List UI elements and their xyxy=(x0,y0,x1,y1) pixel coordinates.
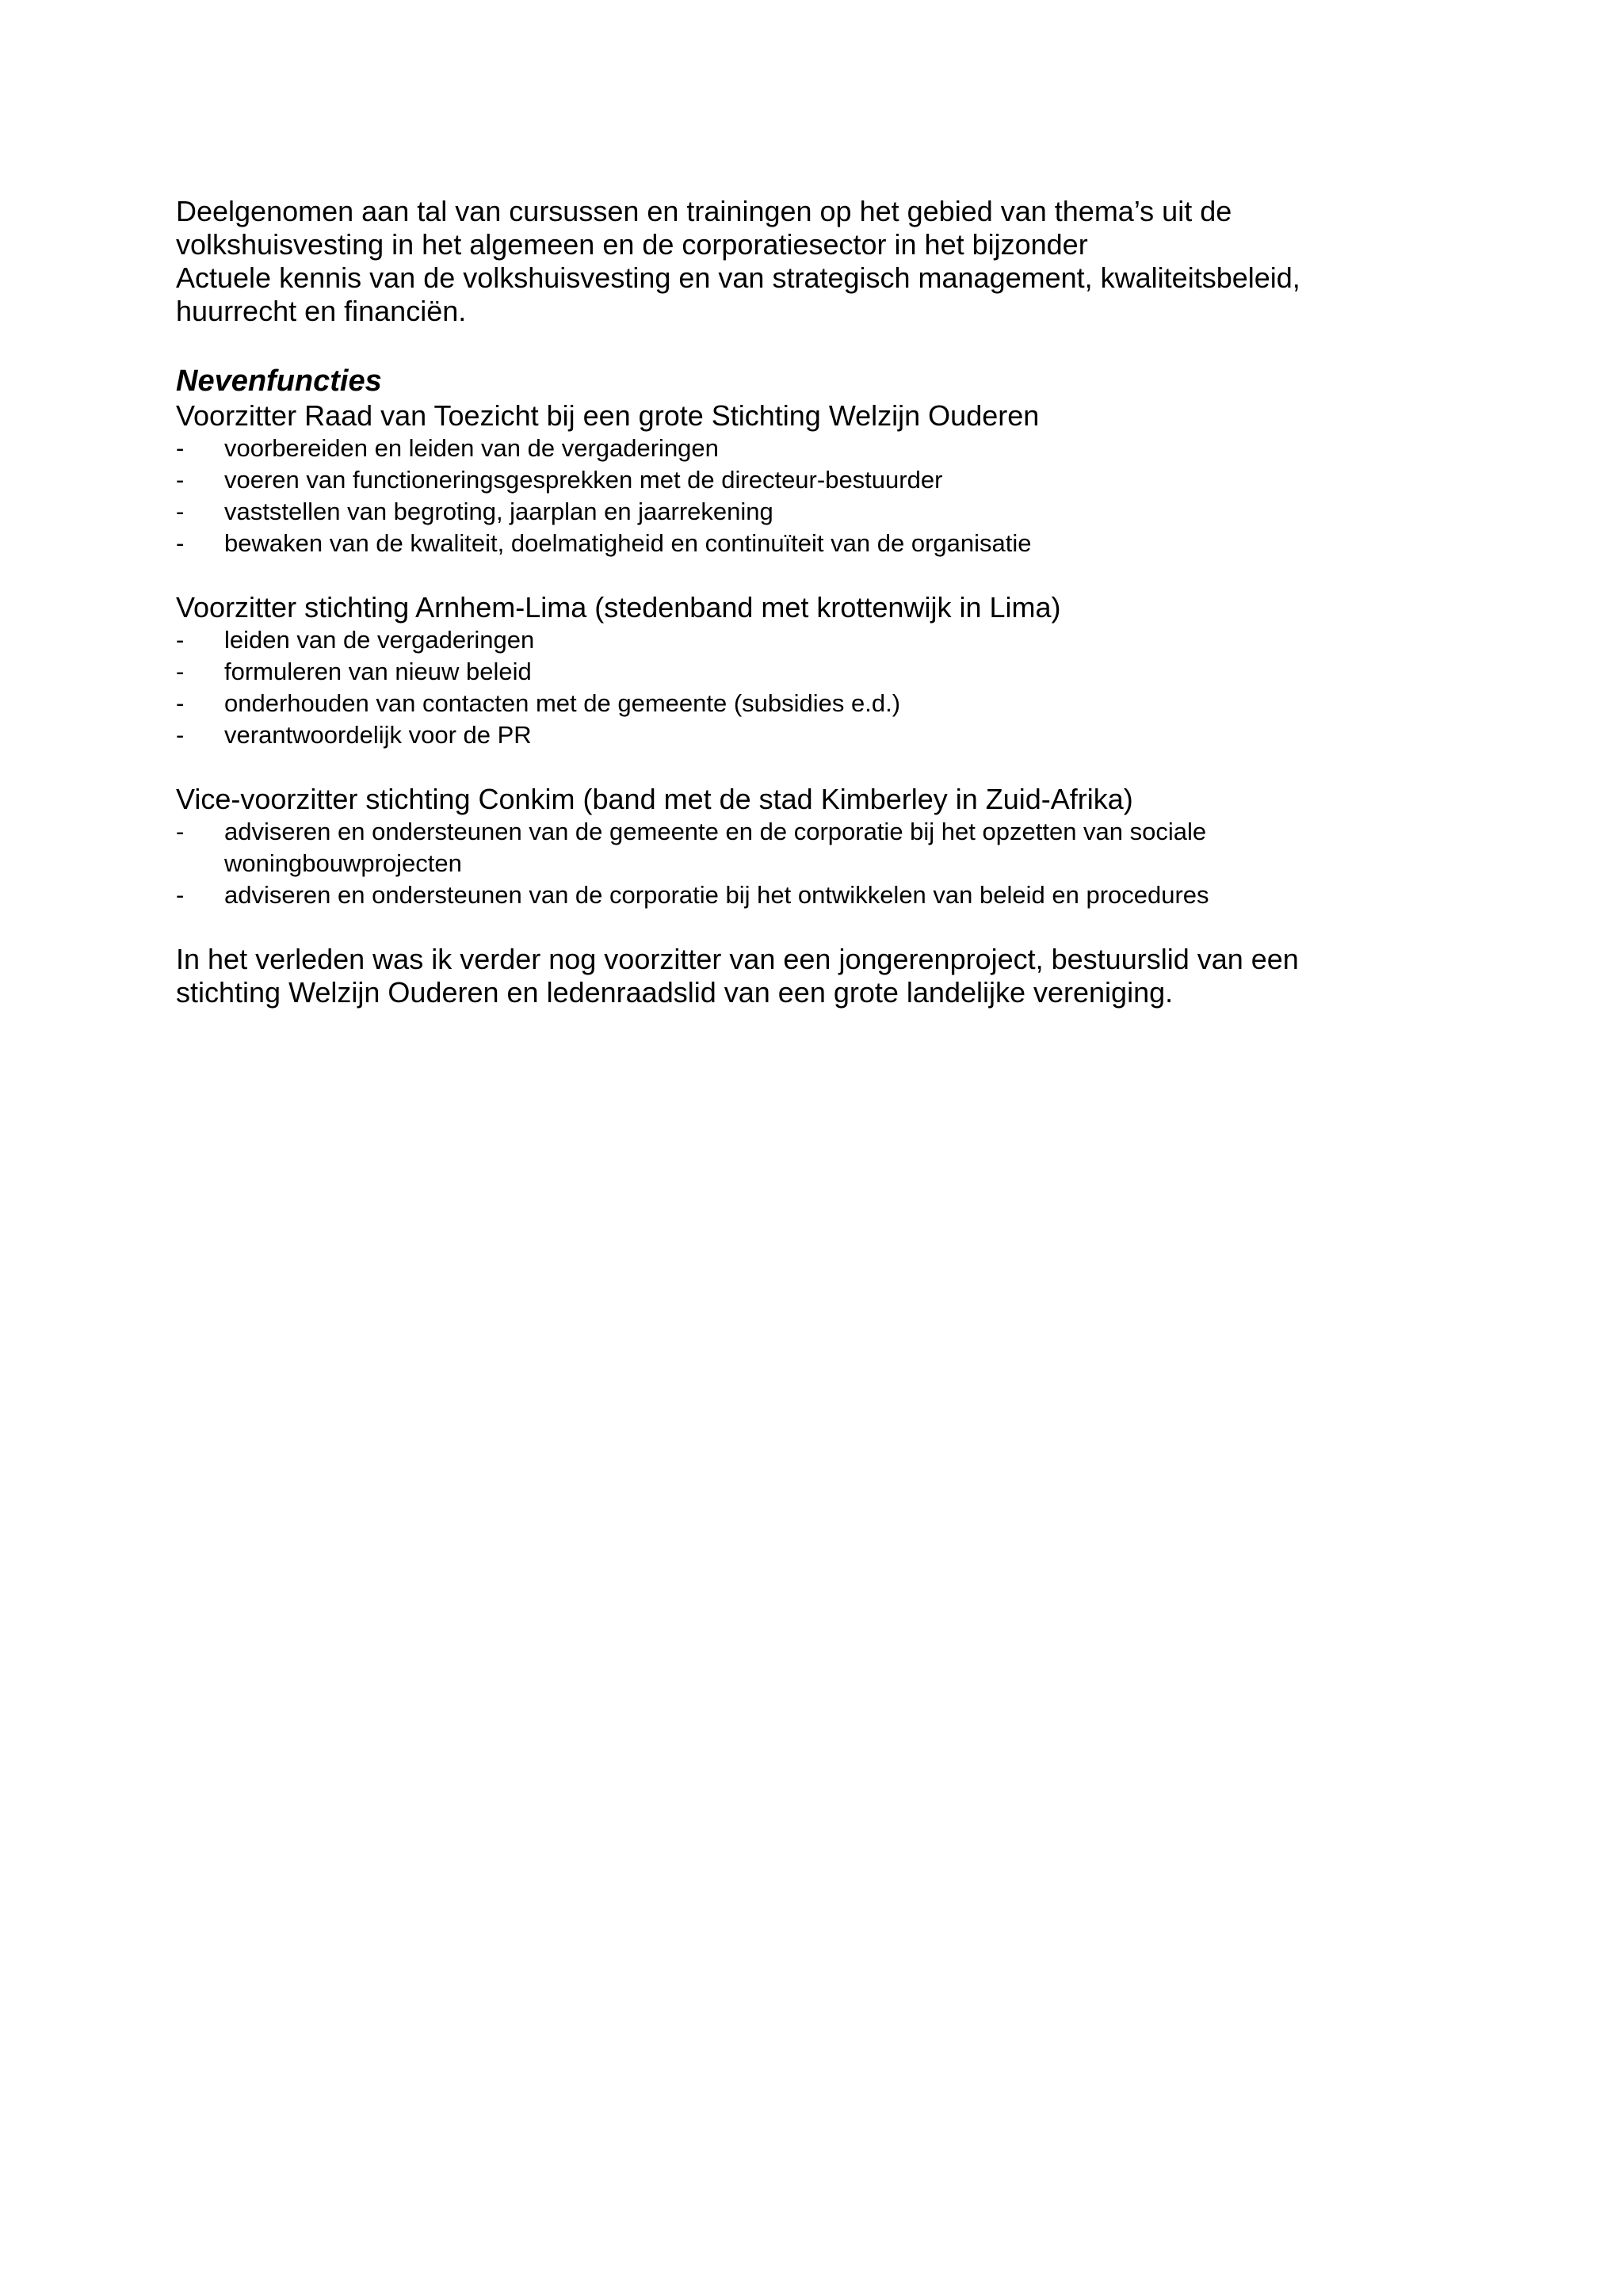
intro-paragraph xyxy=(176,195,1460,328)
nevenfunctie-section xyxy=(176,591,1460,751)
list-item xyxy=(176,496,1460,528)
spacer xyxy=(176,328,1460,363)
intro-line: Actuele kennis van de volkshuisvesting en van strategisch management, kwaliteitsbeleid, xyxy=(176,261,1300,294)
dash-bullet: - xyxy=(176,434,185,462)
dash-bullet: - xyxy=(176,626,185,654)
section-title: Voorzitter Raad van Toezicht bij een grote Stichting Welzijn Ouderen xyxy=(176,399,1040,432)
nevenfunctie-section xyxy=(176,399,1460,559)
intro-line: huurrecht en financiën. xyxy=(176,295,467,327)
section-title: Voorzitter stichting Arnhem-Lima (stedenband met krottenwijk in Lima) xyxy=(176,591,1061,624)
dash-bullet: - xyxy=(176,881,185,909)
list-item-text: adviseren en ondersteunen van de gemeente en de corporatie bij het opzetten van sociale xyxy=(224,818,1207,845)
dash-bullet: - xyxy=(176,498,185,525)
list-item-text: onderhouden van contacten met de gemeente (subsidies e.d.) xyxy=(224,689,901,717)
dash-bullet: - xyxy=(176,529,185,557)
list-item-text: voorbereiden en leiden van de vergaderingen xyxy=(224,434,719,462)
duties-list xyxy=(176,433,1460,559)
duties-list xyxy=(176,816,1460,911)
nevenfunctie-section xyxy=(176,783,1460,911)
list-item-text: formuleren van nieuw beleid xyxy=(224,658,532,685)
closing-line: In het verleden was ik verder nog voorzitter van een jongerenproject, bestuurslid van een xyxy=(176,943,1299,975)
list-item xyxy=(176,624,1460,656)
list-item-text-continuation: woningbouwprojecten xyxy=(224,849,462,877)
spacer xyxy=(176,911,1460,943)
spacer xyxy=(176,559,1460,591)
list-item-text: bewaken van de kwaliteit, doelmatigheid en continuïteit van de organisatie xyxy=(224,529,1032,557)
dash-bullet: - xyxy=(176,658,185,685)
intro-line: volkshuisvesting in het algemeen en de corporatiesector in het bijzonder xyxy=(176,228,1088,261)
list-item-text: adviseren en ondersteunen van de corporatie bij het ontwikkelen van beleid en procedures xyxy=(224,881,1209,909)
list-item xyxy=(176,433,1460,464)
closing-line: stichting Welzijn Ouderen en ledenraadslid van een grote landelijke vereniging. xyxy=(176,976,1174,1009)
intro-line: Deelgenomen aan tal van cursussen en trainingen op het gebied van thema’s uit de xyxy=(176,195,1232,227)
section-heading-nevenfuncties: Nevenfuncties xyxy=(176,364,382,398)
list-item xyxy=(176,816,1460,879)
document-page xyxy=(176,195,1460,1009)
spacer xyxy=(176,751,1460,783)
list-item xyxy=(176,719,1460,751)
list-item xyxy=(176,688,1460,719)
list-item xyxy=(176,464,1460,496)
section-title: Vice-voorzitter stichting Conkim (band met de stad Kimberley in Zuid-Afrika) xyxy=(176,783,1133,815)
dash-bullet: - xyxy=(176,818,185,845)
list-item xyxy=(176,528,1460,559)
list-item xyxy=(176,879,1460,911)
list-item-text: voeren van functioneringsgesprekken met de directeur-bestuurder xyxy=(224,466,943,494)
duties-list xyxy=(176,624,1460,751)
closing-paragraph xyxy=(176,943,1460,1009)
dash-bullet: - xyxy=(176,466,185,494)
dash-bullet: - xyxy=(176,689,185,717)
dash-bullet: - xyxy=(176,721,185,749)
list-item-text: leiden van de vergaderingen xyxy=(224,626,535,654)
list-item-text: vaststellen van begroting, jaarplan en jaarrekening xyxy=(224,498,773,525)
list-item-text: verantwoordelijk voor de PR xyxy=(224,721,532,749)
list-item xyxy=(176,656,1460,688)
